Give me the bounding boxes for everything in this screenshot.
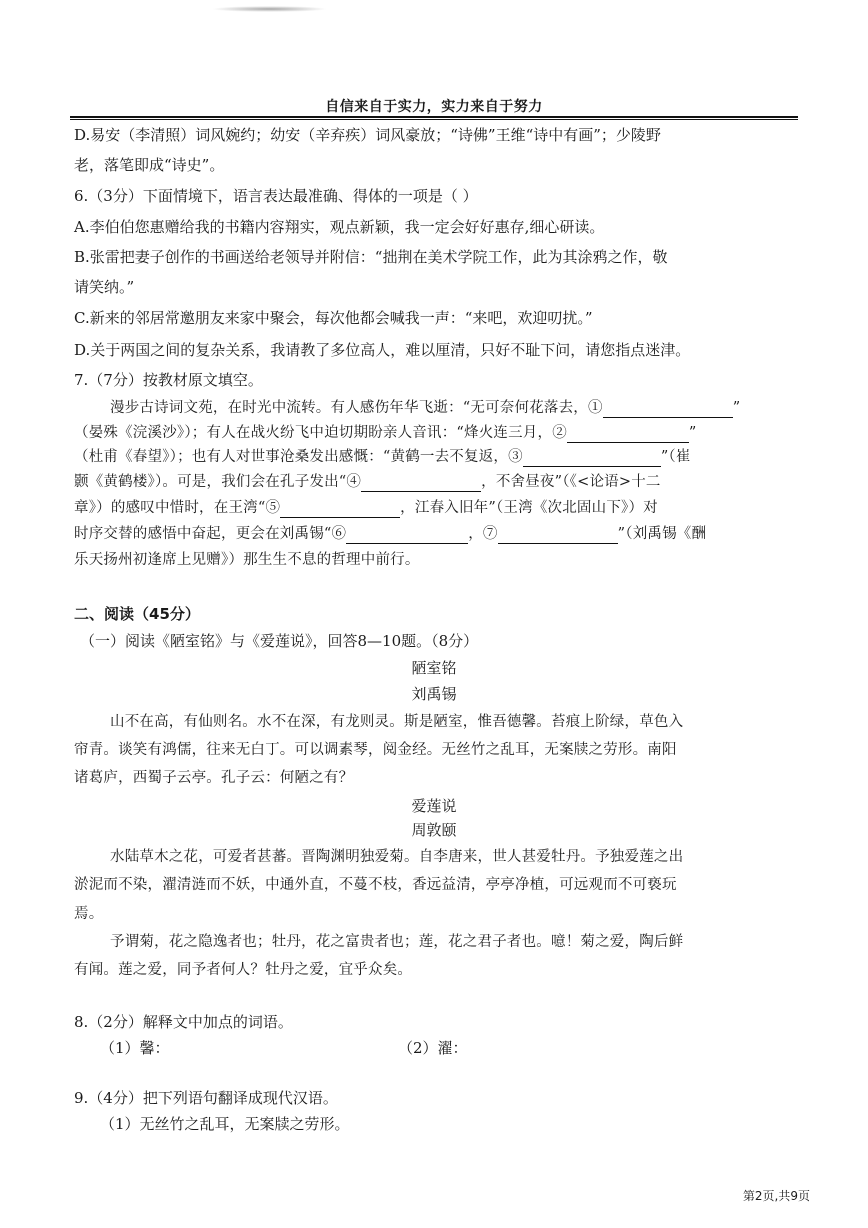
text2-line4: 予谓菊，花之隐逸者也；牡丹，花之富贵者也；莲，花之君子者也。噫！菊之爱，陶后鲜 (110, 934, 684, 950)
q5-option-d-line2: 老，落笔即成“诗史”。 (74, 156, 225, 174)
q7-line6-end: ”（刘禹锡《酬 (617, 526, 707, 542)
q7-line5-end: ，江春入旧年”（王湾《次北固山下》）对 (400, 500, 658, 516)
text1-line1 (110, 712, 683, 732)
q6-option-d: D.关于两国之间的复杂关系，我请教了多位高人，难以厘清，只好不耻下问，请您指点迷津。 (74, 341, 691, 359)
q7-line5-text: 章》）的感叹中惜时，在王湾“⑤ (74, 500, 281, 516)
q7-blank-4[interactable] (361, 475, 481, 492)
q7-line2 (74, 423, 697, 443)
q7-line4-end: ，不舍昼夜”（《<论语>十二 (481, 474, 661, 490)
header-rule (70, 116, 798, 120)
section2-sub: （一）阅读《陋室铭》与《爱莲说》，回答8—10题。（8分） (80, 632, 479, 650)
text2-line5: 有闻。莲之爱，同予者何人？牡丹之爱，宜乎众矣。 (74, 962, 413, 978)
q7-line2-text: （晏殊《浣溪沙》）；有人在战火纷飞中迫切期盼亲人音讯：“烽火连三月，② (74, 425, 567, 441)
q7-line7: 乐天扬州初逢席上见赠》）那生生不息的哲理中前行。 (74, 552, 420, 568)
q7-blank-5[interactable] (280, 501, 400, 518)
q7-blank-6[interactable] (346, 527, 468, 544)
q7-stem: 7.（7分）按教材原文填空。 (74, 371, 263, 389)
q7-blank-7[interactable] (498, 527, 618, 544)
q9-stem: 9.（4分）把下列语句翻译成现代汉语。 (74, 1089, 338, 1107)
q7-line4-text: 颢《黄鹤楼》）。可是，我们会在孔子发出“④ (74, 474, 362, 490)
page-number: 第2页,共9页 (742, 1189, 810, 1203)
q7-line6 (74, 524, 706, 544)
header-motto: 自信来自于实力，实力来自于努力 (325, 99, 543, 115)
text1-line1-text: 山不在高，有仙则名。水不在深，有龙则灵。斯是陋室，惟吾德馨。苔痕上阶绿，草色入 (110, 714, 684, 730)
text2-title: 爱莲说 (411, 797, 457, 815)
q7-line4 (74, 472, 661, 492)
q7-line1 (110, 398, 740, 418)
text1-line3: 诸葛庐，西蜀子云亭。孔子云：何陋之有？ (74, 770, 354, 786)
q6-option-a: A.李伯伯您惠赠给我的书籍内容翔实，观点新颖，我一定会好好惠存,细心研读。 (74, 218, 605, 236)
q9-item1: （1）无丝竹之乱耳，无案牍之劳形。 (100, 1115, 350, 1133)
text1-title: 陋室铭 (411, 659, 457, 677)
q6-option-b-line1: B.张雷把妻子创作的书画送给老领导并附信：“拙荆在美术学院工作，此为其涂鸦之作，敬 (74, 248, 668, 266)
text1-author: 刘禹锡 (411, 685, 457, 703)
q7-blank-3[interactable] (523, 450, 661, 467)
q7-line2-end: ” (688, 425, 697, 441)
text2-line2: 淤泥而不染，濯清涟而不妖，中通外直，不蔓不枝，香远益清，亭亭净植，可远观而不可亵玩 (74, 877, 677, 893)
q5-option-d-line1: D.易安（李清照）词风婉约；幼安（辛弃疾）词风豪放；“诗佛”王维“诗中有画”；少陵野 (74, 126, 661, 144)
q8-item2: （2）濯： (398, 1039, 468, 1057)
q7-line5 (74, 498, 658, 518)
q7-line6-text: 时序交替的感悟中奋起，更会在刘禹锡“⑥ (74, 526, 347, 542)
q6-option-b-line2: 请笑纳。” (74, 278, 135, 296)
q7-line3 (74, 447, 691, 467)
scan-smudge (212, 6, 327, 12)
q6-option-c: C.新来的邻居常邀朋友来家中聚会，每次他都会喊我一声：“来吧，欢迎叨扰。” (74, 309, 593, 327)
q7-line3-end: ”（崔 (660, 449, 691, 465)
q7-line3-text: （杜甫《春望》）；也有人对世事沧桑发出感慨：“黄鹤一去不复返，③ (74, 449, 523, 465)
q7-line1-end: ” (732, 400, 741, 416)
section2-title: 二、阅读（45分） (74, 605, 200, 623)
q7-line1-text: 漫步古诗词文苑，在时光中流转。有人感伤年华飞逝：“无可奈何花落去，① (110, 400, 603, 416)
q8-stem: 8.（2分）解释文中加点的词语。 (74, 1013, 293, 1031)
text2-line1: 水陆草木之花，可爱者甚蕃。晋陶渊明独爱菊。自李唐来，世人甚爱牡丹。予独爱莲之出 (110, 849, 684, 865)
q6-stem: 6.（3分）下面情境下，语言表达最准确、得体的一项是（ ） (74, 187, 478, 205)
text2-line3: 焉。 (74, 906, 104, 922)
q7-blank-1[interactable] (603, 401, 733, 418)
q7-blank-2[interactable] (567, 426, 689, 443)
q7-line6-mid: ，⑦ (468, 526, 498, 542)
text1-line2: 帘青。谈笑有鸿儒，往来无白丁。可以调素琴，阅金经。无丝竹之乱耳，无案牍之劳形。南阳 (74, 742, 677, 758)
text2-author: 周敦颐 (411, 821, 457, 839)
q8-item1: （1）馨： (100, 1039, 170, 1057)
